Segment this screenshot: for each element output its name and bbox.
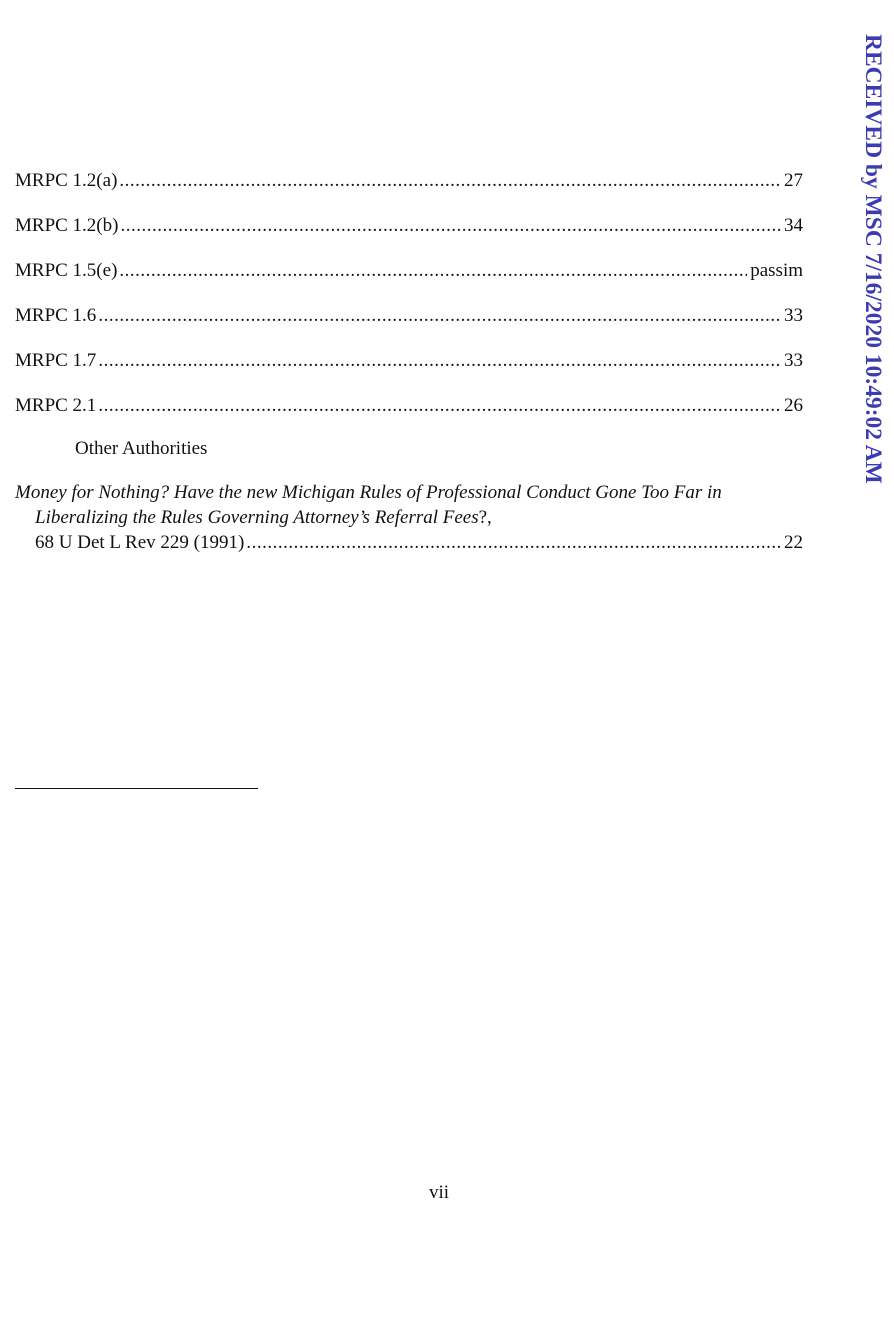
toc-entry-page: 33 [784, 350, 803, 371]
toc-entry-page: 34 [784, 215, 803, 236]
toc-entry-page: 33 [784, 305, 803, 326]
received-stamp: RECEIVED by MSC 7/16/2020 10:49:02 AM [860, 34, 886, 484]
article-title-suffix: ?, [478, 507, 492, 528]
toc-entry-label: MRPC 2.1 [15, 395, 97, 416]
dot-leader [119, 258, 747, 284]
toc-entry-label: MRPC 1.6 [15, 305, 97, 326]
dot-leader [119, 168, 781, 194]
toc-entry [15, 303, 803, 329]
dot-leader [98, 303, 781, 329]
secondary-authority-entry [15, 480, 803, 555]
article-title-line-1: Money for Nothing? Have the new Michigan Rules of Professional Conduct Gone Too Far in [15, 482, 722, 503]
toc-entry-page: 26 [784, 395, 803, 416]
citation-line [15, 530, 803, 555]
toc-entry-page: 27 [784, 170, 803, 191]
toc-entry [15, 213, 803, 239]
article-title-italic: Liberalizing the Rules Governing Attorney’s Referral Fees [35, 507, 479, 528]
page-number: vii [428, 1182, 450, 1203]
dot-leader [246, 530, 781, 555]
toc-entry-label: MRPC 1.2(b) [15, 215, 119, 236]
dot-leader [98, 393, 781, 419]
citation-page: 22 [784, 532, 803, 553]
toc-entry [15, 348, 803, 374]
toc-entry-label: MRPC 1.7 [15, 350, 97, 371]
citation-label: 68 U Det L Rev 229 (1991) [35, 532, 245, 553]
footnote-separator [15, 788, 258, 789]
toc-entry-page: passim [750, 260, 803, 281]
toc-entry [15, 168, 803, 194]
dot-leader [120, 213, 781, 239]
toc-entry-label: MRPC 1.5(e) [15, 260, 118, 281]
section-heading-other-authorities: Other Authorities [75, 438, 208, 459]
toc-entry [15, 393, 803, 419]
article-title-line-2 [15, 505, 803, 530]
toc-entry-label: MRPC 1.2(a) [15, 170, 118, 191]
dot-leader [98, 348, 781, 374]
toc-entry [15, 258, 803, 284]
table-of-authorities [15, 168, 803, 555]
